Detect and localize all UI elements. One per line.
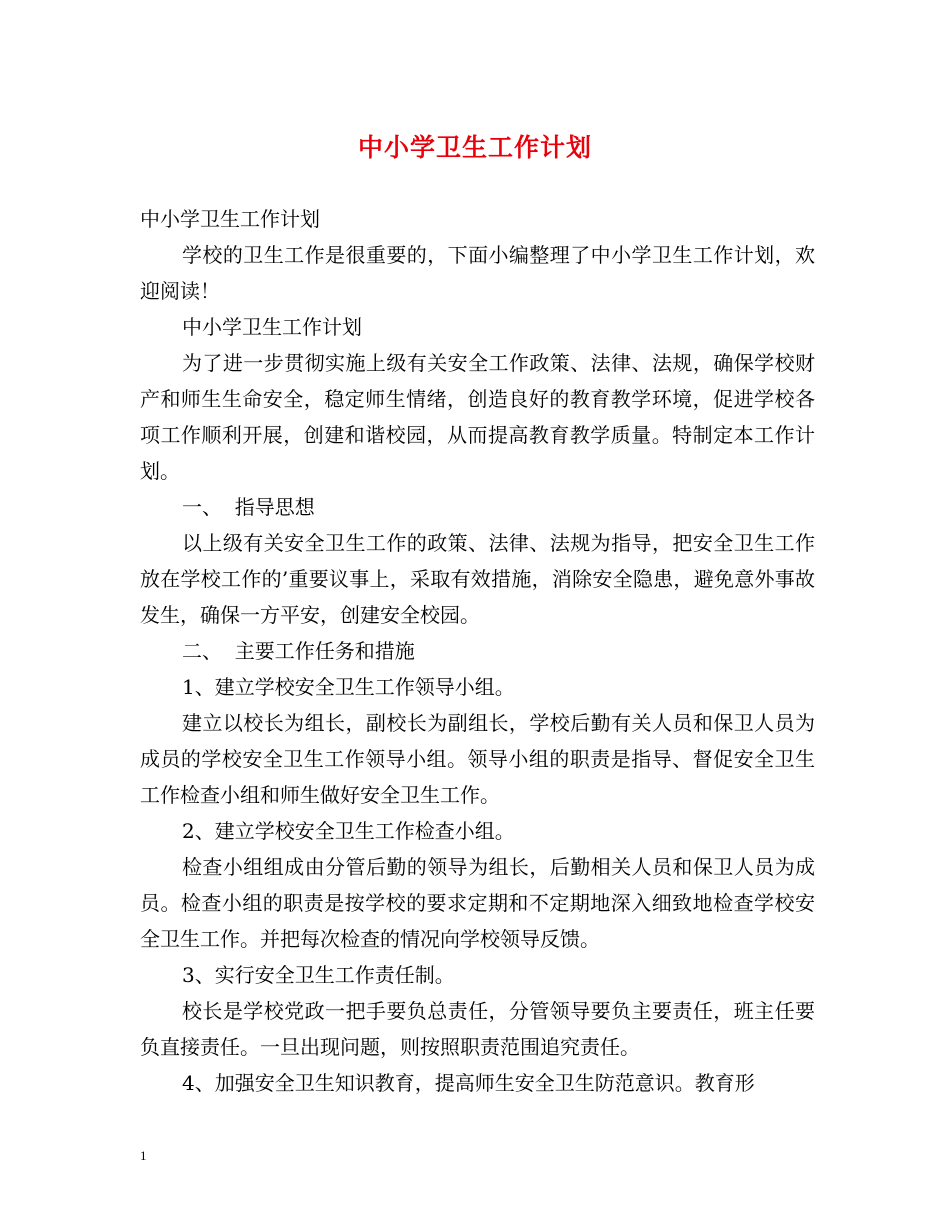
paragraph: 中小学卫生工作计划 [182,315,362,339]
paragraph: 4、加强安全卫生知识教育，提高师生安全卫生防范意识。教育形 [182,1071,755,1095]
paragraph: 中小学卫生工作计划 [140,207,320,231]
document-title: 中小学卫生工作计划 [357,133,592,162]
document-body [140,201,815,1101]
paragraph: 检查小组组成由分管后勤的领导为组长，后勤相关人员和保卫人员为成员。检查小组的职责是按学校的要求定期和不定期地深入细致地检查学校安全卫生工作。并把每次检查的情况向学校领导反馈。 [140,855,815,951]
paragraph: 为了进一步贯彻实施上级有关安全工作政策、法律、法规，确保学校财产和师生生命安全，稳定师生情绪，创造良好的教育教学环境，促进学校各项工作顺利开展，创建和谐校园，从而提高教育教学质量。特制定本工作计划。 [140,351,815,483]
paragraph: 以上级有关安全卫生工作的政策、法律、法规为指导，把安全卫生工作放在学校工作的’重要议事上，采取有效措施，消除安全隐患，避免意外事故发生，确保一方平安，创建安全校园。 [140,531,815,627]
section-heading: 二、 主要工作任务和措施 [182,639,415,663]
paragraph: 学校的卫生工作是很重要的，下面小编整理了中小学卫生工作计划，欢迎阅读！ [140,243,815,303]
subsection-heading: 2、建立学校安全卫生工作检查小组。 [182,819,515,843]
section-heading: 一、 指导思想 [182,495,315,519]
paragraph: 建立以校长为组长，副校长为副组长，学校后勤有关人员和保卫人员为成员的学校安全卫生工作领导小组。领导小组的职责是指导、督促安全卫生工作检查小组和师生做好安全卫生工作。 [140,711,815,807]
paragraph: 校长是学校党政一把手要负总责任，分管领导要负主要责任，班主任要负直接责任。一旦出现问题，则按照职责范围追究责任。 [140,999,815,1059]
subsection-heading: 1、建立学校安全卫生工作领导小组。 [182,675,515,699]
page-number: 1 [140,1148,147,1163]
subsection-heading: 3、实行安全卫生工作责任制。 [182,963,455,987]
